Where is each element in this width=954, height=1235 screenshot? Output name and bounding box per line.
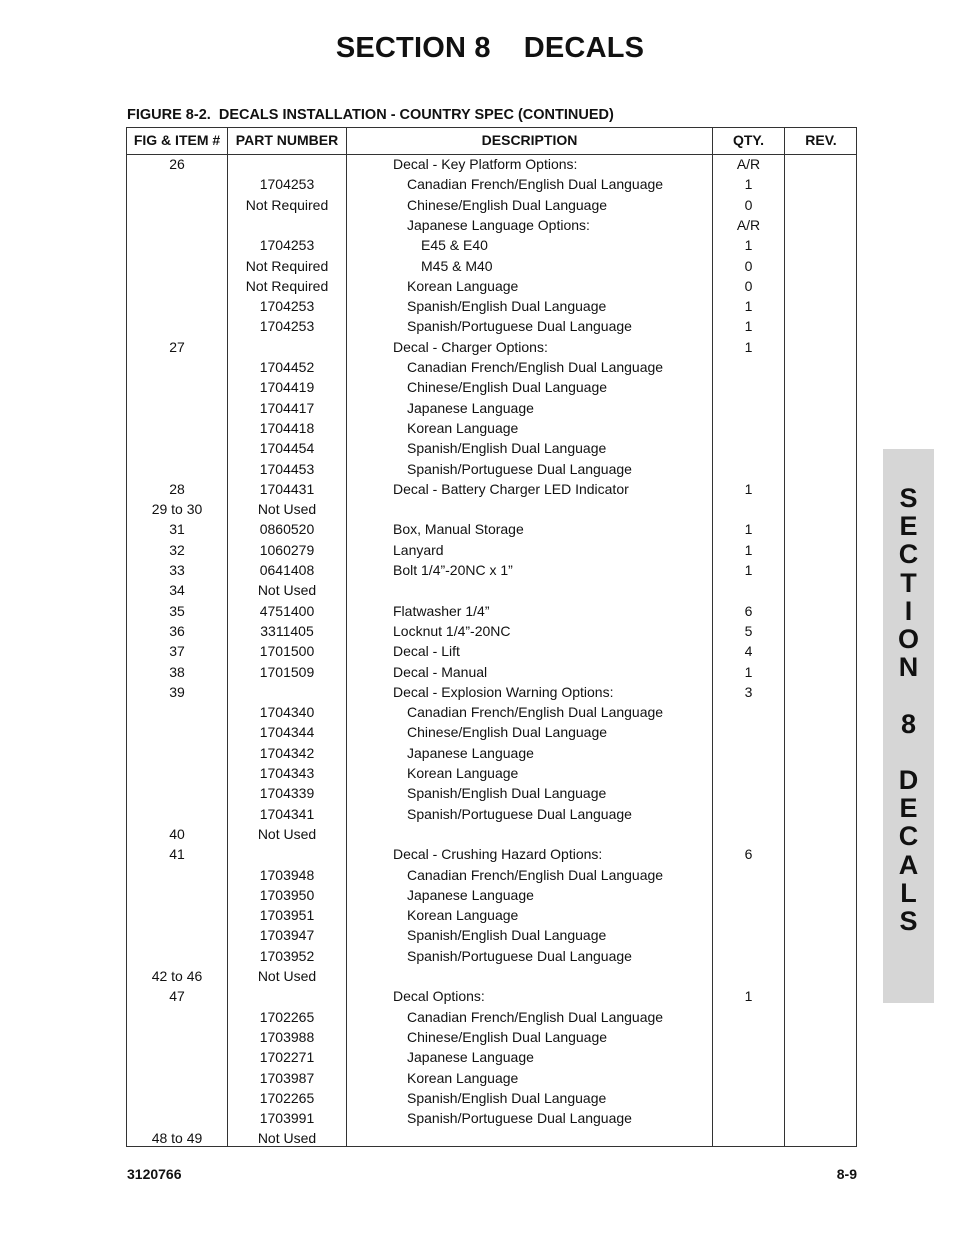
side-tab-letter: 8	[900, 708, 917, 739]
description-cell: Decal Options:	[393, 988, 485, 1005]
side-tab-letter: O	[897, 624, 919, 654]
part-number-cell: Not Used	[257, 825, 317, 842]
part-number-cell: 1704253	[259, 237, 315, 254]
fig-item-cell: 40	[169, 825, 185, 842]
description-cell: Korean Language	[407, 277, 519, 294]
description-cell: Canadian French/English Dual Language	[407, 704, 664, 721]
table-row	[127, 844, 856, 864]
description-cell: Decal - Battery Charger LED Indicator	[393, 480, 629, 497]
part-number-cell: 1704340	[259, 704, 315, 721]
description-cell: Spanish/English Dual Language	[407, 440, 607, 457]
table-row	[127, 519, 856, 539]
table-row	[127, 804, 856, 824]
table-row	[127, 1027, 856, 1047]
part-number-cell: Not Required	[245, 196, 329, 213]
fig-item-cell: 34	[169, 582, 185, 599]
qty-cell: 3	[744, 683, 753, 700]
description-cell: Box, Manual Storage	[393, 521, 524, 538]
fig-item-cell: 42 to 46	[151, 968, 203, 984]
part-number-cell: Not Used	[257, 1130, 317, 1147]
side-tab-letter: A	[898, 849, 919, 880]
qty-cell: 6	[744, 846, 753, 863]
table-row	[127, 276, 856, 296]
table-row	[127, 256, 856, 276]
table-row	[127, 316, 856, 336]
table-row	[127, 1108, 856, 1128]
table-row	[127, 601, 856, 621]
description-cell: Decal - Lift	[393, 643, 460, 660]
table-row	[127, 905, 856, 925]
part-number-cell: 0641408	[259, 562, 315, 578]
description-cell: Korean Language	[407, 1069, 519, 1086]
description-cell: Spanish/Portuguese Dual Language	[407, 460, 632, 477]
table-row	[127, 1007, 856, 1027]
column-header-rev: REV.	[805, 132, 837, 148]
table-row	[127, 580, 856, 600]
table-row	[127, 925, 856, 945]
column-header-part-number: PART NUMBER	[235, 132, 339, 148]
document-number: 3120766	[127, 1166, 182, 1182]
part-number-cell: 1704454	[259, 440, 315, 457]
part-number-cell: 1704253	[259, 318, 315, 335]
column-header-fig-item: FIG & ITEM #	[133, 132, 221, 148]
part-number-cell: 1704253	[259, 298, 315, 315]
description-cell: Decal - Explosion Warning Options:	[393, 683, 614, 700]
table-row	[127, 154, 856, 174]
part-number-cell: Not Required	[245, 277, 329, 294]
part-number-cell: 1704253	[259, 176, 315, 193]
parts-table	[126, 127, 857, 1147]
qty-cell: 1	[744, 541, 753, 558]
part-number-cell: Not Used	[257, 501, 317, 518]
page-number: 8-9	[836, 1166, 857, 1182]
description-cell: Chinese/English Dual Language	[407, 196, 608, 213]
description-cell: Canadian French/English Dual Language	[407, 359, 664, 375]
table-row	[127, 540, 856, 560]
side-tab-letter: E	[899, 793, 918, 824]
part-number-cell: 1702265	[259, 1089, 315, 1106]
qty-cell: 1	[744, 480, 753, 497]
part-number-cell: Not Used	[257, 968, 317, 984]
part-number-cell: 1704452	[259, 359, 315, 375]
description-cell: Korean Language	[407, 765, 519, 781]
table-row	[127, 865, 856, 885]
description-cell: Japanese Language	[407, 1049, 534, 1066]
description-cell: E45 & E40	[421, 237, 488, 254]
side-tab-letter: N	[898, 652, 919, 683]
description-cell: Spanish/Portuguese Dual Language	[407, 805, 632, 822]
table-row	[127, 377, 856, 397]
table-row	[127, 418, 856, 438]
qty-cell: 1	[744, 237, 753, 254]
part-number-cell: 1703951	[259, 907, 315, 924]
part-number-cell: 1704339	[259, 785, 315, 802]
description-cell: Locknut 1/4”-20NC	[393, 622, 511, 639]
part-number-cell: 1060279	[259, 541, 315, 558]
table-row	[127, 702, 856, 722]
side-tab-letter: S	[899, 906, 918, 936]
fig-item-cell: 33	[169, 562, 185, 578]
column-header-description: DESCRIPTION	[481, 132, 578, 148]
table-row	[127, 174, 856, 194]
part-number-cell: 1704341	[259, 805, 315, 822]
qty-cell: 1	[744, 521, 753, 538]
part-number-cell: 1704343	[259, 765, 315, 781]
table-row	[127, 398, 856, 418]
description-cell: Decal - Key Platform Options:	[393, 156, 578, 172]
side-tab-letter: T	[900, 567, 917, 598]
side-tab-letter: E	[899, 511, 918, 542]
part-number-cell: 1703952	[259, 947, 315, 964]
side-tab-letter: C	[898, 539, 919, 570]
description-cell: Spanish/Portuguese Dual Language	[407, 947, 632, 964]
part-number-cell: 1704342	[259, 744, 315, 761]
table-row	[127, 722, 856, 742]
fig-item-cell: 36	[169, 622, 185, 639]
part-number-cell: 1704417	[259, 399, 315, 416]
table-row	[127, 824, 856, 844]
qty-cell: 1	[744, 176, 753, 193]
part-number-cell: 1704453	[259, 460, 315, 477]
qty-cell: 0	[744, 277, 753, 294]
side-tab-letter: S	[899, 483, 918, 513]
table-row	[127, 946, 856, 966]
part-number-cell: 1704419	[259, 379, 315, 396]
part-number-cell: 1704418	[259, 419, 315, 436]
description-cell: Chinese/English Dual Language	[407, 724, 608, 741]
description-cell: Japanese Language	[407, 744, 534, 761]
part-number-cell: Not Used	[257, 582, 317, 599]
part-number-cell: 1703987	[259, 1069, 315, 1086]
table-row	[127, 479, 856, 499]
table-row	[127, 1068, 856, 1088]
fig-item-cell: 29 to 30	[151, 501, 203, 518]
part-number-cell: 1704344	[259, 724, 315, 741]
table-row	[127, 215, 856, 235]
description-cell: Japanese Language Options:	[407, 216, 590, 233]
table-row	[127, 337, 856, 357]
description-cell: Spanish/English Dual Language	[407, 1089, 607, 1106]
description-cell: Spanish/English Dual Language	[407, 298, 607, 315]
fig-item-cell: 28	[169, 480, 185, 497]
table-row	[127, 357, 856, 377]
table-row	[127, 560, 856, 580]
side-tab-letter: D	[898, 765, 919, 795]
side-tab-letter: C	[898, 821, 919, 852]
part-number-cell: 3311405	[260, 622, 314, 639]
table-row	[127, 438, 856, 458]
qty-cell: 1	[744, 988, 753, 1005]
table-row	[127, 1047, 856, 1067]
fig-item-cell: 39	[169, 683, 185, 700]
table-row	[127, 195, 856, 215]
column-header-qty: QTY.	[732, 132, 765, 148]
fig-item-cell: 37	[169, 643, 185, 660]
description-cell: Lanyard	[393, 541, 444, 558]
fig-item-cell: 26	[169, 156, 185, 172]
section-title: SECTION 8 DECALS	[335, 32, 645, 64]
description-cell: Decal - Charger Options:	[393, 338, 548, 355]
part-number-cell: 1701509	[259, 663, 315, 680]
table-row	[127, 885, 856, 905]
part-number-cell: 1703988	[259, 1028, 315, 1045]
description-cell: Canadian French/English Dual Language	[407, 866, 664, 883]
table-row	[127, 235, 856, 255]
part-number-cell: 1702271	[259, 1049, 315, 1066]
table-row	[127, 1088, 856, 1108]
fig-item-cell: 32	[169, 541, 185, 558]
description-cell: Spanish/Portuguese Dual Language	[407, 318, 632, 335]
description-cell: Chinese/English Dual Language	[407, 1028, 608, 1045]
part-number-cell: 1702265	[259, 1008, 315, 1025]
fig-item-cell: 41	[169, 846, 185, 863]
fig-item-cell: 31	[169, 521, 185, 538]
part-number-cell: 1703947	[259, 927, 315, 944]
side-tab-letter: I	[904, 595, 913, 626]
part-number-cell: 1704431	[259, 480, 315, 497]
description-cell: M45 & M40	[421, 257, 493, 274]
qty-cell: A/R	[736, 216, 761, 233]
side-tab-letter: L	[900, 877, 917, 908]
qty-cell: 0	[744, 257, 753, 274]
table-row	[127, 986, 856, 1006]
description-cell: Bolt 1/4”-20NC x 1”	[393, 562, 513, 578]
description-cell: Canadian French/English Dual Language	[407, 176, 664, 193]
table-row	[127, 621, 856, 641]
table-row	[127, 763, 856, 783]
qty-cell: 1	[744, 338, 753, 355]
qty-cell: 1	[744, 663, 753, 680]
part-number-cell: 4751400	[259, 602, 315, 619]
table-row	[127, 296, 856, 316]
part-number-cell: 0860520	[259, 521, 315, 538]
qty-cell: 4	[744, 643, 753, 660]
section-side-tab	[883, 449, 934, 1003]
table-row	[127, 966, 856, 986]
part-number-cell: Not Required	[245, 257, 329, 274]
table-row	[127, 641, 856, 661]
table-row	[127, 662, 856, 682]
table-row	[127, 743, 856, 763]
fig-item-cell: 38	[169, 663, 185, 680]
description-cell: Decal - Crushing Hazard Options:	[393, 846, 603, 863]
description-cell: Korean Language	[407, 907, 519, 924]
description-cell: Spanish/English Dual Language	[407, 927, 607, 944]
qty-cell: A/R	[736, 156, 761, 172]
qty-cell: 1	[744, 318, 753, 335]
qty-cell: 1	[744, 298, 753, 315]
fig-item-cell: 35	[169, 602, 185, 619]
fig-item-cell: 48 to 49	[151, 1130, 203, 1147]
qty-cell: 0	[744, 196, 753, 213]
description-cell: Japanese Language	[407, 886, 534, 903]
fig-item-cell: 47	[169, 988, 185, 1005]
description-cell: Spanish/English Dual Language	[407, 785, 607, 802]
qty-cell: 6	[744, 602, 753, 619]
table-row	[127, 1128, 856, 1148]
figure-title: FIGURE 8-2. DECALS INSTALLATION - COUNTRY SPEC (CONTINUED)	[127, 107, 614, 123]
part-number-cell: 1703948	[259, 866, 315, 883]
table-row	[127, 459, 856, 479]
description-cell: Chinese/English Dual Language	[407, 379, 608, 396]
description-cell: Flatwasher 1/4”	[393, 602, 490, 619]
qty-cell: 5	[744, 622, 753, 639]
description-cell: Decal - Manual	[393, 663, 488, 680]
fig-item-cell: 27	[169, 338, 185, 355]
description-cell: Canadian French/English Dual Language	[407, 1008, 664, 1025]
table-row	[127, 499, 856, 519]
table-row	[127, 682, 856, 702]
description-cell: Japanese Language	[407, 399, 534, 416]
description-cell: Korean Language	[407, 419, 519, 436]
part-number-cell: 1701500	[259, 643, 315, 660]
part-number-cell: 1703991	[259, 1110, 315, 1127]
description-cell: Spanish/Portuguese Dual Language	[407, 1110, 632, 1127]
table-row	[127, 783, 856, 803]
part-number-cell: 1703950	[259, 886, 315, 903]
qty-cell: 1	[744, 562, 753, 578]
